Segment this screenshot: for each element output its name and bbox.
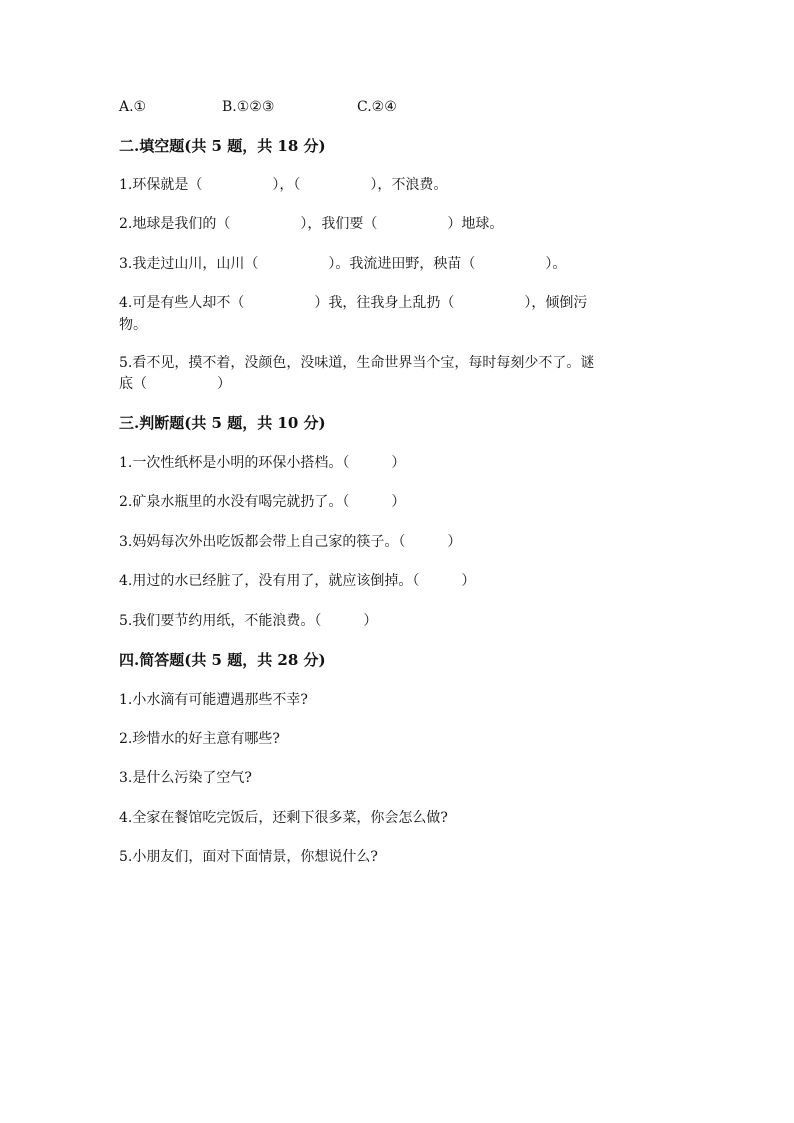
option-c: C.②④ <box>357 99 397 115</box>
fill-blank-question-1: 1.环保就是（ ），（ ），不浪费。 <box>119 177 448 193</box>
true-false-question-3: 3.妈妈每次外出吃饭都会带上自己家的筷子。（ ） <box>119 534 462 550</box>
fill-blank-question-4-line-2: 物。 <box>119 317 147 333</box>
true-false-question-5: 5.我们要节约用纸，不能浪费。（ ） <box>119 613 378 629</box>
short-answer-question-5: 5.小朋友们，面对下面情景，你想说什么? <box>119 849 378 865</box>
true-false-question-1: 1.一次性纸杯是小明的环保小搭档。（ ） <box>119 455 406 471</box>
section-heading-short-answer: 四.简答题(共 5 题，共 28 分) <box>119 651 326 669</box>
true-false-question-4: 4.用过的水已经脏了，没有用了，就应该倒掉。（ ） <box>119 573 476 589</box>
fill-blank-question-2: 2.地球是我们的（ ），我们要（ ）地球。 <box>119 216 504 232</box>
fill-blank-question-3: 3.我走过山川，山川（ ）。我流进田野，秧苗（ ）。 <box>119 256 567 272</box>
section-heading-fill-blank: 二.填空题(共 5 题，共 18 分) <box>119 137 326 155</box>
short-answer-question-3: 3.是什么污染了空气? <box>119 770 252 786</box>
short-answer-question-4: 4.全家在餐馆吃完饭后，还剩下很多菜，你会怎么做? <box>119 810 448 826</box>
section-heading-true-false: 三.判断题(共 5 题，共 10 分) <box>119 414 326 432</box>
fill-blank-question-4-line-1: 4.可是有些人却不（ ）我，往我身上乱扔（ ），倾倒污 <box>119 295 588 311</box>
true-false-question-2: 2.矿泉水瓶里的水没有喝完就扔了。（ ） <box>119 494 406 510</box>
option-b: B.①②③ <box>222 99 275 115</box>
option-a: A.① <box>119 99 147 115</box>
fill-blank-question-5-line-2: 底（ ） <box>119 376 231 392</box>
short-answer-question-1: 1.小水滴有可能遭遇那些不幸? <box>119 692 308 708</box>
fill-blank-question-5-line-1: 5.看不见，摸不着，没颜色，没味道，生命世界当个宝，每时每刻少不了。谜 <box>119 355 595 371</box>
short-answer-question-2: 2.珍惜水的好主意有哪些? <box>119 731 280 747</box>
